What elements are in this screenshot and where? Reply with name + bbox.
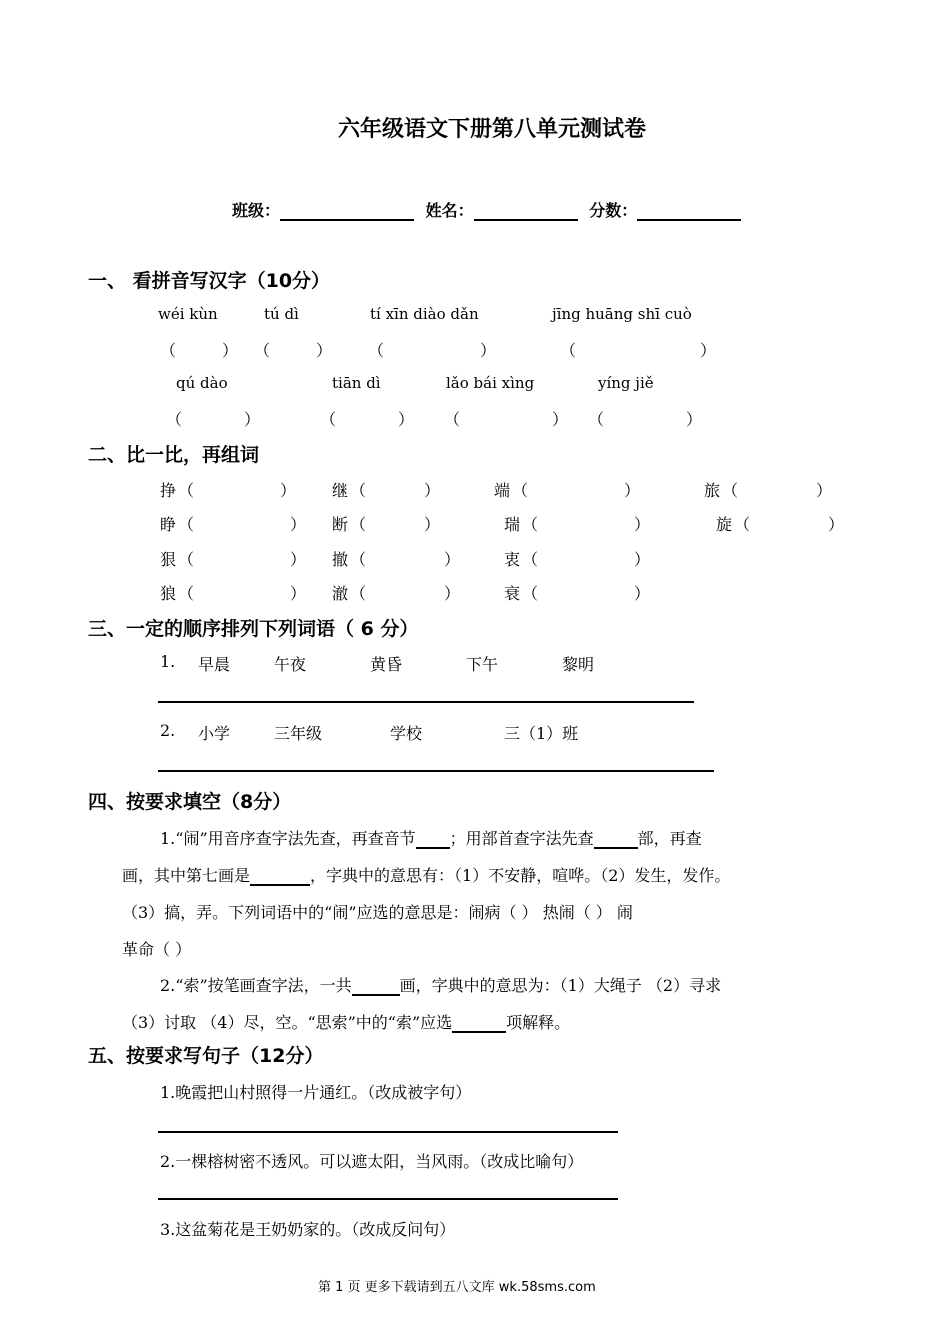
order-word: 下午: [466, 655, 499, 674]
answer-paren-open: （: [160, 341, 177, 360]
fill-blank[interactable]: [452, 1015, 506, 1033]
fill-paragraph: 革命（ ）: [122, 940, 192, 959]
answer-paren-close: ）: [290, 584, 307, 603]
section-4-heading: 四、按要求填空（8分）: [88, 791, 292, 813]
sentence-question: 3.这盆菊花是王奶奶家的。（改成反问句）: [160, 1220, 456, 1239]
order-word: 黎明: [562, 655, 595, 674]
fill-blank[interactable]: [352, 978, 400, 996]
compare-char: 衰: [504, 584, 521, 603]
page-title: 六年级语文下册第八单元测试卷: [338, 117, 647, 142]
answer-paren-close: ）: [222, 341, 239, 360]
answer-paren-close: ）: [424, 515, 441, 534]
answer-line[interactable]: [158, 770, 714, 772]
pinyin-item: lǎo bái xìng: [446, 374, 535, 392]
fill-paragraph: [160, 973, 721, 996]
question-number: 2.: [160, 721, 176, 740]
section-1-heading: 一、 看拼音写汉字（10分）: [88, 270, 331, 292]
answer-paren-open: （: [254, 341, 271, 360]
answer-paren-open: （: [522, 584, 539, 603]
answer-paren-open: （: [350, 515, 367, 534]
answer-paren-close: ）: [480, 341, 497, 360]
fill-blank[interactable]: [594, 831, 638, 849]
answer-paren-close: ）: [634, 550, 651, 569]
answer-paren-open: （: [560, 341, 577, 360]
pinyin-item: qú dào: [176, 374, 228, 392]
fill-text: ，字典中的意思有：（1）不安静，喧哗。（2）发生，发作。: [310, 866, 731, 885]
answer-paren-close: ）: [634, 584, 651, 603]
answer-line[interactable]: [158, 1131, 618, 1133]
sentence-question: 2.一棵榕树密不透风。可以遮太阳，当风雨。（改成比喻句）: [160, 1152, 584, 1171]
pinyin-item: tú dì: [264, 305, 299, 323]
answer-paren-close: ）: [816, 481, 833, 500]
compare-char: 继: [332, 481, 349, 500]
compare-char: 断: [332, 515, 349, 534]
order-word: 早晨: [198, 655, 231, 674]
compare-char: 撤: [332, 550, 349, 569]
answer-paren-open: （: [178, 515, 195, 534]
score-field[interactable]: [637, 201, 741, 221]
fill-blank[interactable]: [250, 868, 310, 886]
answer-paren-open: （: [588, 410, 605, 429]
fill-text: 项解释。: [506, 1013, 571, 1032]
compare-char: 瑞: [504, 515, 521, 534]
answer-paren-open: （: [350, 584, 367, 603]
fill-paragraph: [122, 863, 730, 886]
answer-paren-close: ）: [552, 410, 569, 429]
question-number: 1.: [160, 652, 176, 671]
answer-paren-close: ）: [444, 584, 461, 603]
answer-paren-open: （: [512, 481, 529, 500]
answer-paren-open: （: [178, 550, 195, 569]
answer-paren-close: ）: [700, 341, 717, 360]
fill-blank[interactable]: [416, 831, 450, 849]
answer-paren-close: ）: [290, 515, 307, 534]
compare-char: 澈: [332, 584, 349, 603]
name-label: 姓名：: [425, 201, 474, 220]
answer-paren-open: （: [350, 550, 367, 569]
answer-paren-open: （: [522, 550, 539, 569]
compare-char: 睁: [160, 515, 177, 534]
answer-paren-open: （: [350, 481, 367, 500]
answer-paren-open: （: [178, 481, 195, 500]
class-field[interactable]: [280, 201, 414, 221]
order-word: 午夜: [274, 655, 307, 674]
order-word: 三年级: [274, 724, 323, 743]
fill-text: 画，字典中的意思为：（1）大绳子 （2）寻求: [399, 976, 722, 995]
answer-paren-close: ）: [686, 410, 703, 429]
answer-paren-open: （: [368, 341, 385, 360]
answer-paren-open: （: [444, 410, 461, 429]
fill-text: 2.“索”按笔画查字法，一共: [160, 976, 352, 995]
answer-paren-open: （: [734, 515, 751, 534]
fill-text: 部，再查: [637, 829, 702, 848]
name-field[interactable]: [474, 201, 578, 221]
order-word: 三（1）班: [504, 724, 579, 743]
pinyin-item: tí xīn diào dǎn: [370, 305, 479, 323]
compare-char: 挣: [160, 481, 177, 500]
answer-paren-close: ）: [244, 410, 261, 429]
section-5-heading: 五、按要求写句子（12分）: [88, 1045, 324, 1067]
answer-paren-close: ）: [280, 481, 297, 500]
fill-text: （3）讨取 （4）尽，空。“思索”中的“索”应选: [122, 1013, 453, 1032]
answer-paren-open: （: [166, 410, 183, 429]
fill-text: ；用部首查字法先查: [449, 829, 594, 848]
student-info-line: [232, 198, 741, 221]
answer-line[interactable]: [158, 701, 694, 703]
page-footer: 第 1 页 更多下载请到五八文库 wk.58sms.com: [318, 1280, 596, 1295]
answer-paren-open: （: [522, 515, 539, 534]
answer-paren-close: ）: [290, 550, 307, 569]
compare-char: 旋: [716, 515, 733, 534]
pinyin-item: tiān dì: [332, 374, 381, 392]
answer-paren-close: ）: [398, 410, 415, 429]
answer-paren-close: ）: [634, 515, 651, 534]
fill-text: 画，其中第七画是: [122, 866, 251, 885]
pinyin-item: wéi kùn: [158, 305, 218, 323]
answer-paren-close: ）: [424, 481, 441, 500]
answer-paren-close: ）: [624, 481, 641, 500]
compare-char: 旅: [704, 481, 721, 500]
answer-paren-close: ）: [316, 341, 333, 360]
compare-char: 狼: [160, 584, 177, 603]
order-word: 学校: [390, 724, 423, 743]
fill-paragraph: [122, 1010, 570, 1033]
answer-line[interactable]: [158, 1198, 618, 1200]
pinyin-item: yíng jiě: [598, 374, 654, 392]
pinyin-item: jīng huāng shī cuò: [552, 305, 692, 323]
answer-paren-open: （: [178, 584, 195, 603]
compare-char: 端: [494, 481, 511, 500]
class-label: 班级：: [232, 201, 281, 220]
compare-char: 狠: [160, 550, 177, 569]
answer-paren-open: （: [320, 410, 337, 429]
fill-paragraph: （3）搞，弄。下列词语中的“闹”应选的意思是：闹病（ ） 热闹（ ） 闹: [122, 903, 633, 922]
fill-text: 1.“闹”用音序查字法先查，再查音节: [160, 829, 416, 848]
compare-char: 衷: [504, 550, 521, 569]
answer-paren-open: （: [722, 481, 739, 500]
sentence-question: 1.晚霞把山村照得一片通红。（改成被字句）: [160, 1083, 472, 1102]
section-2-heading: 二、比一比，再组词: [88, 444, 260, 466]
section-3-heading: 三、一定的顺序排列下列词语（ 6 分）: [88, 618, 419, 640]
fill-paragraph: [160, 826, 702, 849]
order-word: 黄昏: [370, 655, 403, 674]
answer-paren-close: ）: [444, 550, 461, 569]
answer-paren-close: ）: [828, 515, 845, 534]
score-label: 分数：: [589, 201, 638, 220]
order-word: 小学: [198, 724, 231, 743]
